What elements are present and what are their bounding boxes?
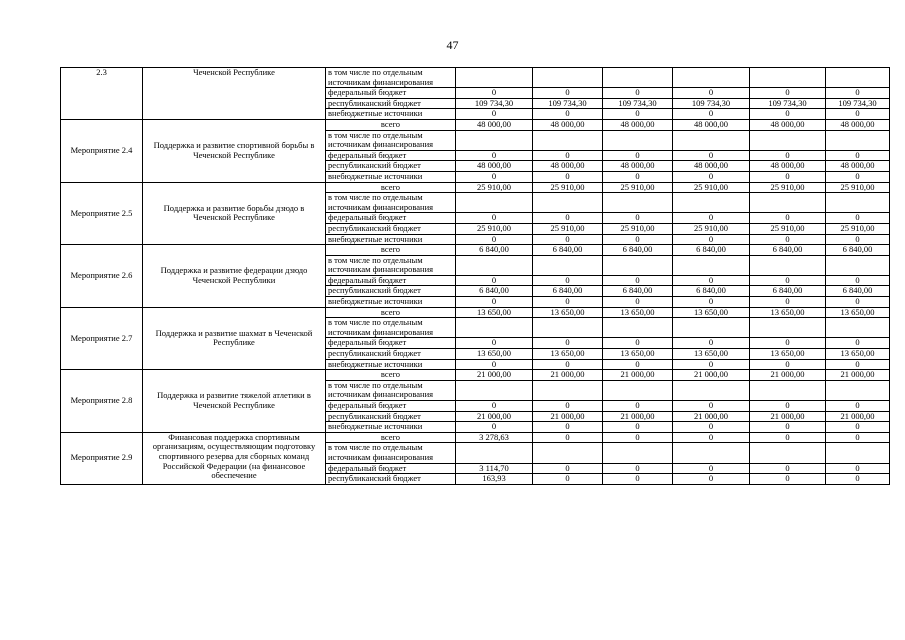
- amount-cell: 0: [673, 88, 750, 99]
- amount-cell: 6 840,00: [673, 286, 750, 297]
- amount-cell: 0: [826, 88, 890, 99]
- funding-source-cell: в том числе по отдельным источникам финансирования: [326, 255, 456, 275]
- amount-cell: 25 910,00: [750, 223, 826, 234]
- amount-cell: 0: [750, 109, 826, 120]
- amount-cell: 0: [603, 401, 673, 412]
- amount-cell: 0: [673, 213, 750, 224]
- funding-source-cell: республиканский бюджет: [326, 411, 456, 422]
- budget-table: [60, 67, 890, 485]
- funding-source-cell: в том числе по отдельным источникам финансирования: [326, 380, 456, 400]
- table-body: [61, 68, 890, 485]
- amount-cell: 0: [826, 359, 890, 370]
- amount-cell: 0: [603, 234, 673, 245]
- amount-cell: [826, 380, 890, 400]
- amount-cell: 21 000,00: [673, 411, 750, 422]
- amount-cell: 25 910,00: [673, 223, 750, 234]
- amount-cell: 13 650,00: [673, 349, 750, 360]
- amount-cell: 0: [673, 171, 750, 182]
- amount-cell: [603, 130, 673, 150]
- amount-cell: 13 650,00: [826, 307, 890, 318]
- activity-name-cell: Поддержка и развитие борьбы дзюдо в Чеченской Республике: [143, 182, 326, 245]
- amount-cell: [533, 68, 603, 88]
- amount-cell: [673, 380, 750, 400]
- amount-cell: 109 734,30: [456, 98, 533, 109]
- amount-cell: [750, 255, 826, 275]
- amount-cell: 0: [826, 213, 890, 224]
- amount-cell: 21 000,00: [673, 370, 750, 381]
- funding-source-cell: в том числе по отдельным источникам финансирования: [326, 193, 456, 213]
- funding-source-cell: республиканский бюджет: [326, 286, 456, 297]
- amount-cell: 13 650,00: [533, 307, 603, 318]
- amount-cell: 0: [603, 422, 673, 433]
- amount-cell: 48 000,00: [533, 119, 603, 130]
- amount-cell: 0: [456, 422, 533, 433]
- table-row: [61, 370, 890, 381]
- amount-cell: [533, 130, 603, 150]
- activity-id-cell: Мероприятие 2.6: [61, 245, 143, 308]
- funding-source-cell: внебюджетные источники: [326, 359, 456, 370]
- activity-name-cell: Поддержка и развитие шахмат в Чеченской Республике: [143, 307, 326, 370]
- amount-cell: 0: [750, 234, 826, 245]
- table-row: [61, 432, 890, 443]
- table-row: [61, 68, 890, 88]
- amount-cell: 0: [750, 432, 826, 443]
- amount-cell: 13 650,00: [750, 349, 826, 360]
- funding-source-cell: внебюджетные источники: [326, 234, 456, 245]
- amount-cell: [456, 443, 533, 463]
- amount-cell: 48 000,00: [750, 119, 826, 130]
- table-row: [61, 307, 890, 318]
- amount-cell: 0: [603, 432, 673, 443]
- amount-cell: 21 000,00: [826, 370, 890, 381]
- amount-cell: 13 650,00: [603, 307, 673, 318]
- amount-cell: 25 910,00: [533, 223, 603, 234]
- amount-cell: [826, 443, 890, 463]
- amount-cell: 0: [826, 474, 890, 485]
- amount-cell: 3 114,70: [456, 463, 533, 474]
- amount-cell: 0: [456, 297, 533, 308]
- amount-cell: 6 840,00: [826, 286, 890, 297]
- funding-source-cell: внебюджетные источники: [326, 171, 456, 182]
- table-row: [61, 245, 890, 256]
- amount-cell: [673, 318, 750, 338]
- funding-source-cell: всего: [326, 182, 456, 193]
- amount-cell: [603, 193, 673, 213]
- amount-cell: [750, 130, 826, 150]
- page-number: 47: [446, 38, 459, 52]
- amount-cell: 0: [673, 109, 750, 120]
- amount-cell: 0: [533, 234, 603, 245]
- amount-cell: 13 650,00: [673, 307, 750, 318]
- amount-cell: 0: [826, 463, 890, 474]
- amount-cell: 0: [826, 401, 890, 412]
- amount-cell: [673, 68, 750, 88]
- amount-cell: 6 840,00: [673, 245, 750, 256]
- amount-cell: 48 000,00: [750, 161, 826, 172]
- amount-cell: 0: [750, 463, 826, 474]
- amount-cell: 21 000,00: [603, 411, 673, 422]
- amount-cell: 0: [533, 338, 603, 349]
- amount-cell: 25 910,00: [826, 182, 890, 193]
- amount-cell: 25 910,00: [826, 223, 890, 234]
- amount-cell: [750, 68, 826, 88]
- amount-cell: 0: [673, 401, 750, 412]
- amount-cell: 0: [456, 359, 533, 370]
- activity-id-cell: Мероприятие 2.7: [61, 307, 143, 370]
- amount-cell: 0: [750, 171, 826, 182]
- amount-cell: [533, 380, 603, 400]
- amount-cell: 0: [533, 88, 603, 99]
- amount-cell: [456, 318, 533, 338]
- amount-cell: 0: [750, 297, 826, 308]
- amount-cell: [673, 443, 750, 463]
- amount-cell: 0: [456, 338, 533, 349]
- amount-cell: [456, 130, 533, 150]
- amount-cell: 0: [750, 88, 826, 99]
- funding-source-cell: внебюджетные источники: [326, 297, 456, 308]
- amount-cell: 0: [603, 275, 673, 286]
- amount-cell: 48 000,00: [456, 119, 533, 130]
- amount-cell: 0: [456, 401, 533, 412]
- amount-cell: 0: [826, 109, 890, 120]
- amount-cell: 25 910,00: [673, 182, 750, 193]
- amount-cell: 25 910,00: [533, 182, 603, 193]
- amount-cell: 0: [826, 234, 890, 245]
- amount-cell: 0: [533, 213, 603, 224]
- funding-source-cell: всего: [326, 245, 456, 256]
- amount-cell: 0: [533, 109, 603, 120]
- amount-cell: 0: [673, 463, 750, 474]
- amount-cell: 0: [533, 474, 603, 485]
- amount-cell: 0: [603, 474, 673, 485]
- amount-cell: 3 278,63: [456, 432, 533, 443]
- amount-cell: 0: [533, 422, 603, 433]
- amount-cell: 13 650,00: [826, 349, 890, 360]
- amount-cell: [533, 255, 603, 275]
- amount-cell: 0: [533, 150, 603, 161]
- activity-id-cell: 2.3: [61, 68, 143, 120]
- amount-cell: 0: [750, 474, 826, 485]
- table-row: [61, 119, 890, 130]
- amount-cell: 0: [533, 359, 603, 370]
- funding-source-cell: всего: [326, 432, 456, 443]
- amount-cell: 0: [750, 338, 826, 349]
- amount-cell: [456, 255, 533, 275]
- amount-cell: [533, 318, 603, 338]
- amount-cell: 163,93: [456, 474, 533, 485]
- amount-cell: 0: [603, 171, 673, 182]
- amount-cell: 0: [603, 150, 673, 161]
- amount-cell: 109 734,30: [826, 98, 890, 109]
- amount-cell: 0: [673, 150, 750, 161]
- amount-cell: [826, 130, 890, 150]
- amount-cell: 0: [673, 275, 750, 286]
- funding-source-cell: всего: [326, 370, 456, 381]
- funding-source-cell: в том числе по отдельным источникам финансирования: [326, 443, 456, 463]
- amount-cell: [750, 193, 826, 213]
- activity-id-cell: Мероприятие 2.4: [61, 119, 143, 182]
- amount-cell: 0: [673, 234, 750, 245]
- amount-cell: 25 910,00: [603, 182, 673, 193]
- amount-cell: 0: [456, 275, 533, 286]
- amount-cell: 21 000,00: [750, 411, 826, 422]
- table-row: [61, 182, 890, 193]
- amount-cell: 0: [603, 359, 673, 370]
- amount-cell: 0: [533, 463, 603, 474]
- amount-cell: [603, 255, 673, 275]
- amount-cell: 6 840,00: [826, 245, 890, 256]
- amount-cell: 0: [533, 401, 603, 412]
- activity-id-cell: Мероприятие 2.9: [61, 432, 143, 484]
- activity-name-cell: Поддержка и развитие спортивной борьбы в Чеченской Республике: [143, 119, 326, 182]
- amount-cell: 0: [456, 109, 533, 120]
- activity-id-cell: Мероприятие 2.8: [61, 370, 143, 433]
- amount-cell: 0: [603, 297, 673, 308]
- amount-cell: 0: [673, 359, 750, 370]
- amount-cell: 48 000,00: [673, 119, 750, 130]
- funding-source-cell: республиканский бюджет: [326, 223, 456, 234]
- amount-cell: [673, 193, 750, 213]
- amount-cell: [826, 68, 890, 88]
- amount-cell: 21 000,00: [826, 411, 890, 422]
- amount-cell: [826, 255, 890, 275]
- amount-cell: 13 650,00: [750, 307, 826, 318]
- amount-cell: 0: [750, 401, 826, 412]
- amount-cell: [456, 68, 533, 88]
- amount-cell: 0: [533, 432, 603, 443]
- amount-cell: [826, 193, 890, 213]
- amount-cell: 0: [533, 171, 603, 182]
- amount-cell: [603, 443, 673, 463]
- amount-cell: 6 840,00: [533, 286, 603, 297]
- funding-source-cell: федеральный бюджет: [326, 213, 456, 224]
- amount-cell: 25 910,00: [750, 182, 826, 193]
- funding-source-cell: в том числе по отдельным источникам финансирования: [326, 130, 456, 150]
- amount-cell: [673, 130, 750, 150]
- amount-cell: 0: [750, 275, 826, 286]
- activity-name-cell: Поддержка и развитие тяжелой атлетики в Чеченской Республике: [143, 370, 326, 433]
- activity-id-cell: Мероприятие 2.5: [61, 182, 143, 245]
- amount-cell: 0: [826, 275, 890, 286]
- amount-cell: [456, 380, 533, 400]
- amount-cell: 48 000,00: [603, 119, 673, 130]
- funding-source-cell: внебюджетные источники: [326, 109, 456, 120]
- amount-cell: 0: [603, 109, 673, 120]
- activity-name-cell: Поддержка и развитие федерации дзюдо Чеченской Республики: [143, 245, 326, 308]
- funding-source-cell: в том числе по отдельным источникам финансирования: [326, 318, 456, 338]
- amount-cell: 48 000,00: [826, 119, 890, 130]
- amount-cell: 0: [750, 422, 826, 433]
- funding-source-cell: всего: [326, 119, 456, 130]
- amount-cell: 0: [603, 88, 673, 99]
- amount-cell: 13 650,00: [456, 307, 533, 318]
- amount-cell: 0: [533, 275, 603, 286]
- amount-cell: [533, 443, 603, 463]
- amount-cell: 0: [750, 150, 826, 161]
- funding-source-cell: федеральный бюджет: [326, 275, 456, 286]
- amount-cell: 0: [603, 463, 673, 474]
- amount-cell: 25 910,00: [456, 223, 533, 234]
- amount-cell: 0: [456, 213, 533, 224]
- amount-cell: 6 840,00: [533, 245, 603, 256]
- amount-cell: 21 000,00: [750, 370, 826, 381]
- amount-cell: 0: [750, 359, 826, 370]
- amount-cell: 21 000,00: [533, 411, 603, 422]
- amount-cell: [603, 318, 673, 338]
- amount-cell: 0: [456, 234, 533, 245]
- amount-cell: 0: [603, 213, 673, 224]
- funding-source-cell: республиканский бюджет: [326, 474, 456, 485]
- funding-source-cell: республиканский бюджет: [326, 98, 456, 109]
- amount-cell: 25 910,00: [456, 182, 533, 193]
- amount-cell: 109 734,30: [533, 98, 603, 109]
- amount-cell: 21 000,00: [533, 370, 603, 381]
- amount-cell: 6 840,00: [456, 245, 533, 256]
- amount-cell: 0: [603, 338, 673, 349]
- funding-source-cell: всего: [326, 307, 456, 318]
- amount-cell: 48 000,00: [456, 161, 533, 172]
- amount-cell: 6 840,00: [603, 286, 673, 297]
- amount-cell: 0: [826, 432, 890, 443]
- amount-cell: 13 650,00: [456, 349, 533, 360]
- amount-cell: [750, 380, 826, 400]
- amount-cell: 109 734,30: [603, 98, 673, 109]
- amount-cell: 0: [456, 150, 533, 161]
- amount-cell: 13 650,00: [603, 349, 673, 360]
- funding-source-cell: внебюджетные источники: [326, 422, 456, 433]
- funding-source-cell: республиканский бюджет: [326, 349, 456, 360]
- amount-cell: 0: [826, 338, 890, 349]
- amount-cell: 48 000,00: [603, 161, 673, 172]
- amount-cell: 13 650,00: [533, 349, 603, 360]
- funding-source-cell: федеральный бюджет: [326, 150, 456, 161]
- amount-cell: 6 840,00: [603, 245, 673, 256]
- amount-cell: [750, 318, 826, 338]
- amount-cell: [456, 193, 533, 213]
- funding-source-cell: в том числе по отдельным источникам финансирования: [326, 68, 456, 88]
- amount-cell: 0: [826, 422, 890, 433]
- amount-cell: 0: [673, 297, 750, 308]
- amount-cell: 0: [673, 432, 750, 443]
- amount-cell: 6 840,00: [750, 286, 826, 297]
- amount-cell: [750, 443, 826, 463]
- amount-cell: 0: [750, 213, 826, 224]
- amount-cell: 0: [673, 422, 750, 433]
- amount-cell: 48 000,00: [673, 161, 750, 172]
- amount-cell: 6 840,00: [456, 286, 533, 297]
- activity-name-cell: Чеченской Республике: [143, 68, 326, 120]
- amount-cell: 25 910,00: [603, 223, 673, 234]
- amount-cell: 21 000,00: [603, 370, 673, 381]
- funding-source-cell: республиканский бюджет: [326, 161, 456, 172]
- amount-cell: 0: [533, 297, 603, 308]
- amount-cell: 0: [826, 150, 890, 161]
- funding-source-cell: федеральный бюджет: [326, 401, 456, 412]
- amount-cell: 6 840,00: [750, 245, 826, 256]
- amount-cell: 21 000,00: [456, 411, 533, 422]
- amount-cell: [603, 380, 673, 400]
- amount-cell: 109 734,30: [673, 98, 750, 109]
- funding-source-cell: федеральный бюджет: [326, 88, 456, 99]
- activity-name-cell: Финансовая поддержка спортивным организациям, осуществляющим подготовку спортивного резерва для сборных команд Российской Федерации (на финансовое обеспечение: [143, 432, 326, 484]
- amount-cell: 0: [456, 171, 533, 182]
- amount-cell: 48 000,00: [533, 161, 603, 172]
- amount-cell: 0: [456, 88, 533, 99]
- funding-source-cell: федеральный бюджет: [326, 463, 456, 474]
- amount-cell: [533, 193, 603, 213]
- amount-cell: 0: [673, 338, 750, 349]
- amount-cell: [673, 255, 750, 275]
- amount-cell: 0: [826, 297, 890, 308]
- amount-cell: 109 734,30: [750, 98, 826, 109]
- amount-cell: 48 000,00: [826, 161, 890, 172]
- funding-source-cell: федеральный бюджет: [326, 338, 456, 349]
- amount-cell: 0: [826, 171, 890, 182]
- amount-cell: 0: [673, 474, 750, 485]
- amount-cell: [603, 68, 673, 88]
- amount-cell: [826, 318, 890, 338]
- amount-cell: 21 000,00: [456, 370, 533, 381]
